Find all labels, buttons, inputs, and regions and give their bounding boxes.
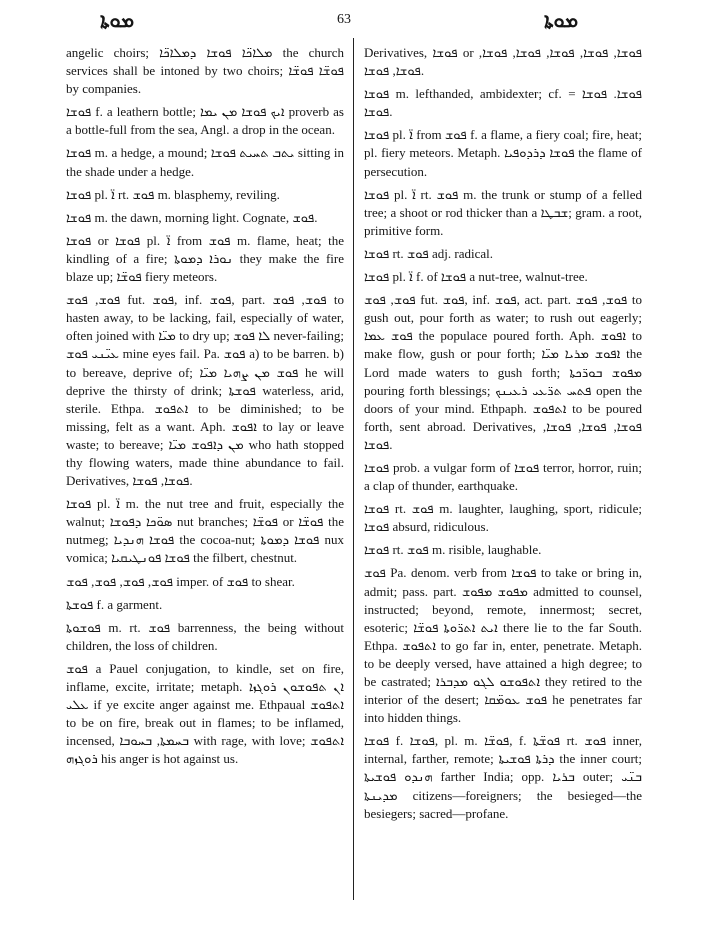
entry-text: ܦܘܫ, ܦܘܫ fut. ܦܘܫ, inf. ܦܘܫ, act. part. ܦܘܫ, ܦܘܫ to gush out, pour forth as water; to rush out eagerly; ܦܘܫ ܥܡܐ the populace poured forth. Aph. ܐܦܘܫ to make flow, gush or pour forth; ܐܦܘܫ ܡܪܝܐ ܡܝ̈ܐ the Lord made waters to gush forth; ܡܦܘܫ ܒܘܪ̈ܟܬܐ pouring forth blessings; ܦܬܚ ܬܪ̈ܥܝ ܪܥܝܢܟ open the doors of your mind. Ethpaph. ܐܬܦܘܫ to be poured forth, sent abroad. Derivatives, ܦܘܫܐ, ܦܘܫܐ, ܦܘܫܐ, ܦܘܫܐ. [364, 292, 643, 452]
entry-text: angelic choirs; ܡܠܐܟ̈ܐ ܦܘܫܐ ܕܡܠܐܟ̈ܐ the church services shall be intoned by two choirs; ܦܘܫ̈ܐ ܦܘܫ̈ܐ by companies. [66, 45, 345, 97]
entry-text: ܦܘܫܬܐ f. a garment. [66, 596, 163, 612]
entry-text: ܦܘܫܐ m. the dawn, morning light. Cognate, ܦܘܫ. [66, 209, 318, 225]
entry-text: ܦܘܫܐ rt. ܦܘܫ m. laughter, laughing, sport, ridicule; ܦܘܫܐ absurd, ridiculous. [364, 501, 642, 535]
dictionary-entry [364, 564, 642, 727]
entry-text: ܦܘܫܘܬܐ m. rt. ܦܘܫ barrenness, the being without children, the loss of children. [66, 619, 344, 653]
column-divider [353, 38, 354, 900]
dictionary-entry [66, 291, 344, 490]
dictionary-entry [364, 500, 642, 536]
entry-text: ܦܘܫ Pa. denom. verb from ܦܘܫܐ to take or bring in, admit; pass. part. ܡܦܘܫ ܡܦܘܫ admitted to counsel, instructed; beyond, remote, innermost; secret, esoteric; ܐܝܬ ܐܬܪ̈ܘܬܐ ܦܘܫ̈ܐ there lie to the far South. Ethpa. ܐܬܦܘܫ to go far in, enter, penetrate. Metaph. to be deeply versed, have attained a high degree; to be castrated; ܐܬܦܘܫܘ ܠܓܘ ܡܕܒܪܐ they retired to the interior of the desert; ܦܘܫ ܥܘܡ̈ܩܐ he penetrates far into hidden things. [364, 565, 643, 726]
dictionary-entry [66, 103, 344, 139]
dictionary-entry [364, 291, 642, 454]
left-column [66, 44, 344, 773]
dictionary-entry [66, 186, 344, 204]
dictionary-entry [364, 126, 642, 180]
dictionary-entry [66, 660, 344, 769]
entry-text: ܦܘܫܐ prob. a vulgar form of ܦܘܫܐ terror, horror, ruin; a clap of thunder, earthquake. [364, 459, 642, 494]
page-number: 63 [337, 12, 351, 27]
dictionary-entry [66, 495, 344, 567]
dictionary-entry [364, 732, 642, 822]
dictionary-entry [66, 619, 344, 655]
dictionary-entry [364, 459, 642, 495]
entry-text: ܦܘܫ, ܦܘܫ fut. ܦܘܫ, inf. ܦܘܫ, part. ܦܘܫ, ܦܘܫ to hasten away, to be lacking, fail, especially of water, often joined with ܡܝ̈ܐ to dry up; ܠܐ ܦܘܫ never-failing; ܥܝ̈ܢܝ ܦܘܫ mine eyes fail. Pa. ܦܘܫ a) to be barren. b) to bereave, deprive of; ܦܘܫ ܡܢ ܨܗܝܐ ܡܝ̈ܐ he will deprive the thirsty of drink; ܦܘܫܬܐ waterless, arid, sterile. Ethpa. ܐܬܦܘܫ to be diminished; to be missing, felt as a want. Aph. ܐܦܘܫ to lay or leave waste; to bereave; ܡܢ ܕܐܦܘܫ ܡܝ̈ܐ who hath stopped thy flowing waters, made thine abundance to fail. Derivatives, ܦܘܫܐ, ܦܘܫܐ. [66, 292, 345, 489]
entry-text: ܦܘܫܐ rt. ܦܘܫ adj. radical. [364, 245, 494, 261]
right-column [364, 44, 642, 828]
entry-text: ܦܘܫܐ m. lefthanded, ambidexter; cf. ܦܘܫܐ. ܦܘܫܐ = ܦܘܫܐ. [364, 86, 642, 120]
entry-text: ܦܘܫ, ܦܘܫ, ܦܘܫ, ܦܘܫ imper. of ܦܘܫ to shear. [66, 573, 295, 589]
entry-text: ܦܘܫܐ pl. ܐ̈ rt. ܦܘܫ m. the trunk or stump of a felled tree; a shoot or rod thicker than a ܫܒܛܐ; gram. a root, primitive form. [364, 186, 642, 238]
page-header [0, 0, 704, 44]
dictionary-entry [66, 232, 344, 286]
entry-text: ܦܘܫܐ f. a leathern bottle; ܐܝܟ ܦܘܫܐ ܡܢ ܝܡܐ proverb as a bottle-full from the sea, Angl. a drop in the ocean. [66, 104, 344, 138]
dictionary-entry [66, 573, 344, 591]
entry-text: ܦܘܫܐ pl. ܐ̈ m. the nut tree and fruit, especially the walnut; ܣܘ̈ܟܐ ܕܦܘܫܐ nut branches; ܦܘܫ̈ܐ or ܦܘܫ̈ܐ the nutmeg; ܦܘܫܐ ܗܢܕܝܐ the cocoa-nut; ܦܘܫܐ ܕܡܘܬܐ nux vomica; ܦܘܫܐ ܦܘܢܛܝܩܝܐ the filbert, chestnut. [66, 496, 345, 566]
dictionary-entry [364, 44, 642, 80]
entry-text: ܦܘܫܐ rt. ܦܘܫ m. risible, laughable. [364, 542, 542, 558]
dictionary-entry [66, 209, 344, 227]
entry-text: ܦܘܫܐ f. ܦܘܫܐ, pl. m. ܦܘܫ̈ܐ, f. ܦܘܫ̈ܬܐ rt. ܦܘܫ inner, internal, farther, remote; ܕܪܬܐ ܦܘܫܝܬܐ the inner court; ܗܢܕܘ ܦܘܫܝܬܐ farther India; opp. ܒܪܝܐ outer; ܒܢ̈ܝ ܡܕܝܢܬܐ citizens—foreigners; the besieged—the besiegers; sacred—profane. [364, 733, 643, 821]
running-head-right: ܡܘܬܐ [544, 10, 579, 32]
dictionary-entry [364, 541, 642, 559]
entry-text: ܦܘܫܐ pl. ܐ̈ from ܦܘܫ f. a flame, a fiery coal; fire, heat; pl. fiery meteors. Metaph. ܦܘܫܐ ܕܪܕܘܦܝܐ the flame of persecution. [364, 127, 642, 179]
dictionary-entry [364, 85, 642, 121]
entry-text: ܦܘܫܐ or ܦܘܫܐ pl. ܐ̈ from ܦܘܫ m. flame, heat; the kindling of a fire; ܢܘܪܐ ܕܡܘܬܐ they make the fire blaze up; ܦܘܫ̈ܐ fiery meteors. [66, 232, 344, 285]
dictionary-entry [364, 245, 642, 263]
entry-text: Derivatives, ܦܘܫܐ or ܦܘܫܐ, ܦܘܫܐ, ܦܘܫܐ, ܦܘܫܐ, ܦܘܫܐ, ܦܘܫܐ, ܦܘܫܐ. [364, 45, 642, 79]
entry-text: ܦܘܫܐ m. a hedge, a mound; ܝܬܒ ܬܚܝܬ ܦܘܫܐ sitting in the shade under a hedge. [66, 145, 344, 179]
entry-text: ܦܘܫܐ pl. ܐ̈ rt. ܦܘܫ m. blasphemy, reviling. [66, 186, 280, 202]
dictionary-entry [66, 596, 344, 614]
dictionary-entry [66, 144, 344, 180]
dictionary-entry [364, 186, 642, 240]
entry-text: ܦܘܫܐ pl. ܐ̈ f. of ܦܘܫܐ a nut-tree, walnut-tree. [364, 269, 588, 285]
entry-text: ܦܘܫ a Pauel conjugation, to kindle, set on fire, inflame, excite, irritate; metaph. ܐܢ ܬܦܘܫܘܢ ܪܘܓܙܐ ܥܠܝ if ye excite anger against me. Ethpaual ܐܬܦܘܫ to be on fire, break out in flames; to be inflamed, incensed, ܒܚܡܬܐ, ܒܚܘܒܐ with rage, with love; ܐܬܦܘܫ ܪܘܓܙܗ his anger is hot against us. [66, 660, 344, 767]
dictionary-entry [66, 44, 344, 98]
dictionary-entry [364, 268, 642, 286]
running-head-left: ܡܘܬܐ [100, 10, 135, 32]
